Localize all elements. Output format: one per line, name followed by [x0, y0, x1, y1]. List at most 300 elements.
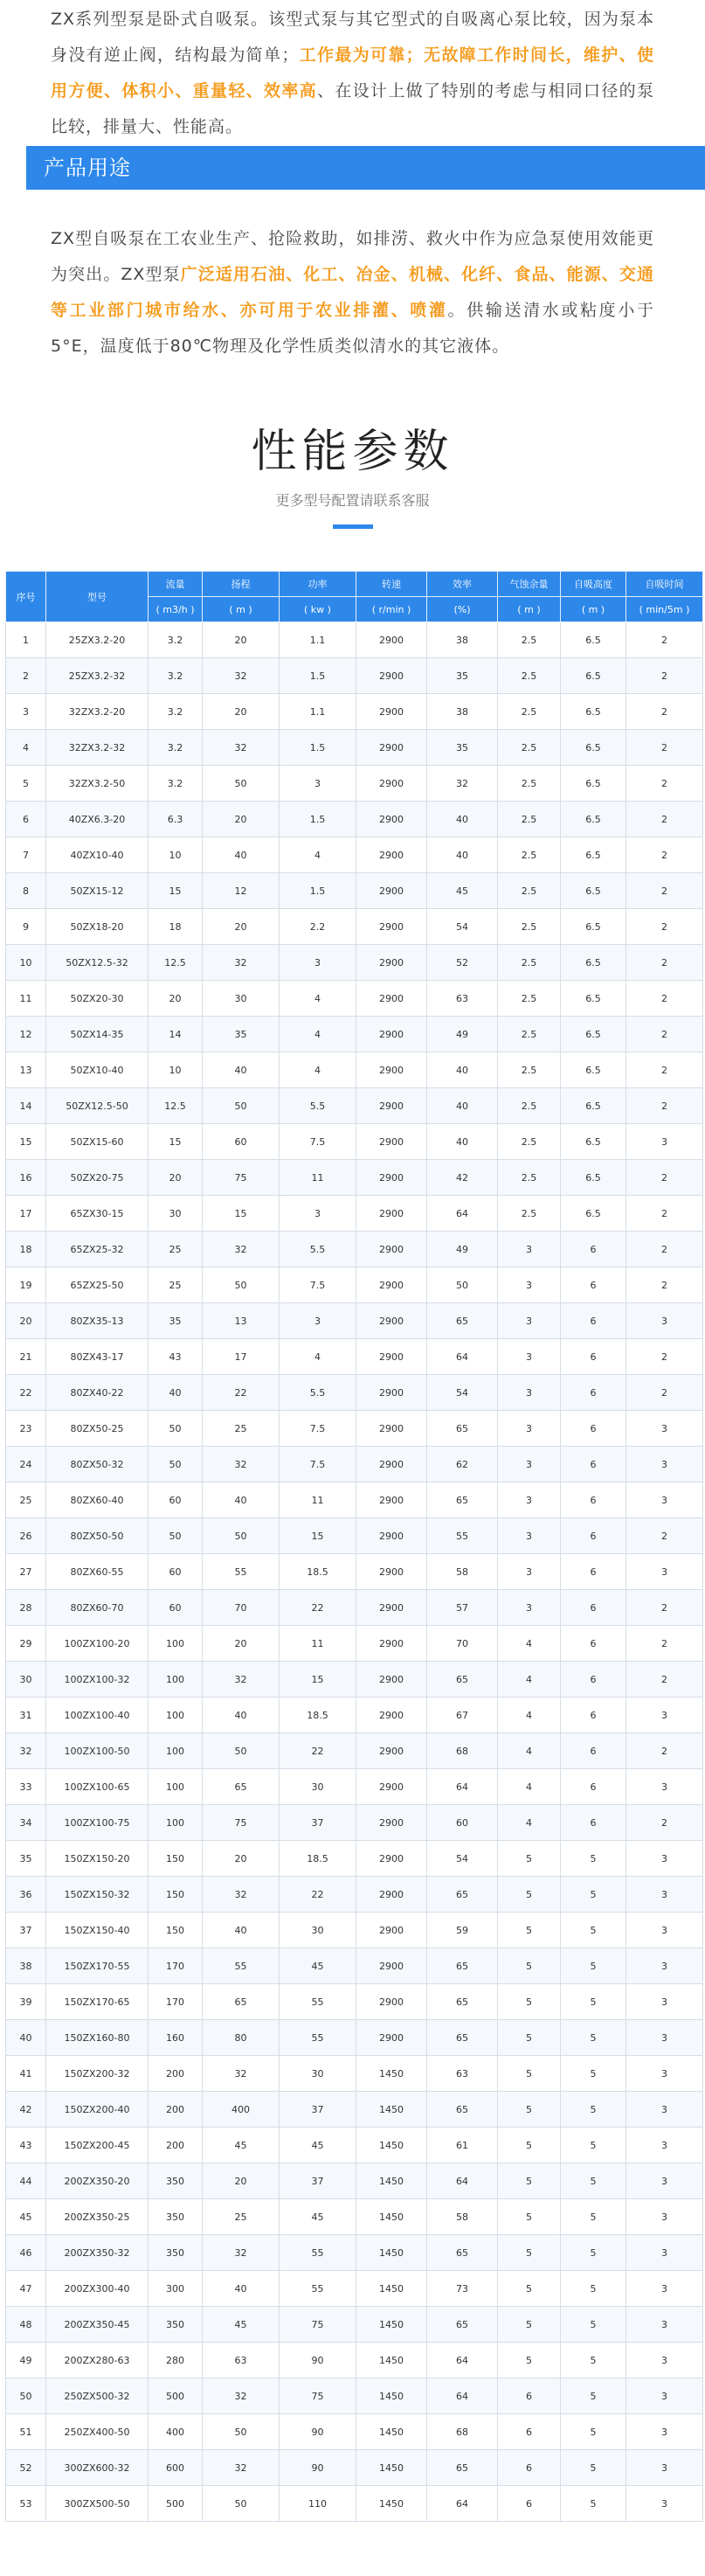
table-cell: 6.5	[561, 658, 626, 694]
table-row	[6, 1590, 703, 1626]
table-cell: 62	[427, 1447, 498, 1482]
table-cell: 34	[6, 1805, 46, 1841]
table-cell: 3	[626, 2414, 703, 2450]
table-cell: 3	[626, 2450, 703, 2486]
table-cell: 50	[149, 1447, 203, 1482]
table-cell: 18	[149, 909, 203, 945]
table-cell: 80ZX40-22	[46, 1375, 149, 1411]
table-row	[6, 2486, 703, 2522]
table-cell: 80ZX50-32	[46, 1447, 149, 1482]
table-cell: 6.5	[561, 909, 626, 945]
table-cell: 2900	[356, 1196, 427, 1232]
table-cell: 6	[561, 1411, 626, 1447]
table-cell: 3	[626, 2128, 703, 2163]
column-header: 扬程	[203, 572, 280, 597]
table-cell: 2900	[356, 1841, 427, 1877]
table-cell: 12.5	[149, 1088, 203, 1124]
table-cell: 1.5	[280, 873, 356, 909]
table-cell: 4	[280, 1017, 356, 1052]
table-row	[6, 1769, 703, 1805]
table-row	[6, 1948, 703, 1984]
table-cell: 2	[626, 1590, 703, 1626]
table-cell: 20	[203, 694, 280, 730]
table-cell: 3.2	[149, 658, 203, 694]
table-cell: 50	[6, 2378, 46, 2414]
table-cell: 2900	[356, 1769, 427, 1805]
table-cell: 2900	[356, 1805, 427, 1841]
table-cell: 64	[427, 2486, 498, 2522]
table-cell: 280	[149, 2343, 203, 2378]
table-cell: 3	[626, 2271, 703, 2307]
table-cell: 150	[149, 1913, 203, 1948]
table-cell: 3	[280, 1303, 356, 1339]
table-cell: 6	[6, 802, 46, 837]
table-cell: 12.5	[149, 945, 203, 981]
table-cell: 63	[427, 981, 498, 1017]
table-cell: 29	[6, 1626, 46, 1662]
table-cell: 4	[498, 1805, 561, 1841]
table-cell: 2	[626, 1160, 703, 1196]
table-cell: 300ZX500-50	[46, 2486, 149, 2522]
table-cell: 2900	[356, 909, 427, 945]
table-cell: 2	[626, 1232, 703, 1267]
table-cell: 80ZX50-50	[46, 1518, 149, 1554]
table-cell: 65	[427, 1877, 498, 1913]
table-cell: 200ZX350-45	[46, 2307, 149, 2343]
table-cell: 2900	[356, 945, 427, 981]
table-cell: 3	[498, 1482, 561, 1518]
table-cell: 50	[203, 1518, 280, 1554]
table-cell: 50	[203, 2414, 280, 2450]
table-row	[6, 1626, 703, 1662]
usage-paragraph	[0, 221, 705, 371]
table-cell: 3	[498, 1411, 561, 1447]
table-cell: 2.5	[498, 694, 561, 730]
table-cell: 4	[498, 1662, 561, 1698]
table-cell: 350	[149, 2163, 203, 2199]
column-unit: ( min/5m )	[626, 597, 703, 622]
table-cell: 1.5	[280, 730, 356, 766]
table-cell: 45	[280, 2128, 356, 2163]
table-cell: 100	[149, 1733, 203, 1769]
table-cell: 35	[149, 1303, 203, 1339]
table-cell: 80ZX35-13	[46, 1303, 149, 1339]
table-cell: 2	[626, 837, 703, 873]
table-row	[6, 1662, 703, 1698]
table-cell: 3	[626, 1913, 703, 1948]
table-cell: 6	[561, 1447, 626, 1482]
table-cell: 15	[6, 1124, 46, 1160]
table-cell: 6	[561, 1482, 626, 1518]
table-cell: 5.5	[280, 1232, 356, 1267]
table-cell: 15	[149, 873, 203, 909]
table-cell: 45	[280, 2199, 356, 2235]
table-cell: 2900	[356, 1124, 427, 1160]
table-cell: 2	[626, 873, 703, 909]
table-row	[6, 1088, 703, 1124]
table-cell: 2900	[356, 658, 427, 694]
table-cell: 500	[149, 2486, 203, 2522]
table-cell: 2	[6, 658, 46, 694]
table-cell: 68	[427, 1733, 498, 1769]
table-row	[6, 1052, 703, 1088]
table-cell: 3	[280, 766, 356, 802]
table-cell: 32	[203, 658, 280, 694]
table-cell: 6	[498, 2414, 561, 2450]
table-cell: 100	[149, 1626, 203, 1662]
table-cell: 52	[6, 2450, 46, 2486]
table-cell: 2	[626, 766, 703, 802]
table-cell: 2	[626, 1662, 703, 1698]
table-cell: 7.5	[280, 1267, 356, 1303]
table-cell: 75	[203, 1805, 280, 1841]
table-cell: 60	[149, 1590, 203, 1626]
table-cell: 150ZX160-80	[46, 2020, 149, 2056]
table-cell: 2.2	[280, 909, 356, 945]
column-header: 自吸高度	[561, 572, 626, 597]
table-cell: 5	[561, 1913, 626, 1948]
table-cell: 100	[149, 1662, 203, 1698]
table-cell: 59	[427, 1913, 498, 1948]
table-cell: 5	[498, 2020, 561, 2056]
table-cell: 2.5	[498, 1196, 561, 1232]
table-cell: 2900	[356, 1303, 427, 1339]
table-cell: 5	[6, 766, 46, 802]
table-cell: 3	[498, 1303, 561, 1339]
table-row	[6, 873, 703, 909]
table-cell: 1.1	[280, 622, 356, 658]
table-cell: 1450	[356, 2199, 427, 2235]
table-cell: 57	[427, 1590, 498, 1626]
table-cell: 100ZX100-75	[46, 1805, 149, 1841]
table-cell: 41	[6, 2056, 46, 2092]
table-cell: 80ZX50-25	[46, 1411, 149, 1447]
table-cell: 55	[280, 2235, 356, 2271]
table-cell: 33	[6, 1769, 46, 1805]
table-cell: 18.5	[280, 1554, 356, 1590]
table-cell: 7.5	[280, 1447, 356, 1482]
table-cell: 6	[561, 1518, 626, 1554]
table-cell: 5	[561, 2163, 626, 2199]
table-cell: 2	[626, 1733, 703, 1769]
table-cell: 25	[6, 1482, 46, 1518]
table-cell: 38	[427, 694, 498, 730]
table-cell: 4	[280, 1052, 356, 1088]
table-cell: 2900	[356, 1160, 427, 1196]
table-cell: 90	[280, 2450, 356, 2486]
table-cell: 6	[561, 1303, 626, 1339]
table-cell: 2.5	[498, 945, 561, 981]
table-cell: 2900	[356, 1447, 427, 1482]
table-cell: 200ZX300-40	[46, 2271, 149, 2307]
table-row	[6, 2020, 703, 2056]
table-cell: 65	[427, 1948, 498, 1984]
table-row	[6, 2450, 703, 2486]
table-cell: 15	[280, 1662, 356, 1698]
table-cell: 14	[6, 1088, 46, 1124]
table-cell: 6	[561, 1626, 626, 1662]
table-cell: 50	[203, 766, 280, 802]
table-cell: 65	[427, 2307, 498, 2343]
table-cell: 10	[149, 1052, 203, 1088]
table-cell: 1.5	[280, 658, 356, 694]
table-cell: 73	[427, 2271, 498, 2307]
table-cell: 43	[149, 1339, 203, 1375]
table-cell: 2	[626, 802, 703, 837]
table-cell: 10	[149, 837, 203, 873]
table-row	[6, 909, 703, 945]
table-cell: 43	[6, 2128, 46, 2163]
table-cell: 6.5	[561, 766, 626, 802]
table-cell: 32	[203, 730, 280, 766]
table-cell: 40	[427, 802, 498, 837]
table-cell: 2900	[356, 1877, 427, 1913]
table-row	[6, 2343, 703, 2378]
table-cell: 20	[203, 622, 280, 658]
table-cell: 3	[498, 1339, 561, 1375]
table-cell: 5	[561, 2271, 626, 2307]
table-cell: 2	[626, 1626, 703, 1662]
table-cell: 32	[203, 1447, 280, 1482]
table-cell: 31	[6, 1698, 46, 1733]
table-cell: 4	[498, 1626, 561, 1662]
table-row	[6, 2128, 703, 2163]
table-cell: 20	[149, 981, 203, 1017]
table-cell: 65	[427, 1984, 498, 2020]
table-row	[6, 1554, 703, 1590]
table-cell: 50ZX12.5-50	[46, 1088, 149, 1124]
table-cell: 67	[427, 1698, 498, 1733]
table-cell: 20	[6, 1303, 46, 1339]
table-cell: 3	[498, 1232, 561, 1267]
table-cell: 3	[626, 1447, 703, 1482]
table-cell: 150ZX200-45	[46, 2128, 149, 2163]
table-cell: 22	[203, 1375, 280, 1411]
table-cell: 50ZX15-60	[46, 1124, 149, 1160]
table-row	[6, 1518, 703, 1554]
table-cell: 4	[280, 1339, 356, 1375]
column-header: 气蚀余量	[498, 572, 561, 597]
table-cell: 5	[498, 2235, 561, 2271]
table-cell: 5	[561, 2307, 626, 2343]
table-cell: 5	[561, 2199, 626, 2235]
table-cell: 54	[427, 909, 498, 945]
column-header: 效率	[427, 572, 498, 597]
table-cell: 90	[280, 2414, 356, 2450]
table-cell: 28	[6, 1590, 46, 1626]
table-cell: 42	[427, 1160, 498, 1196]
table-cell: 6	[561, 1339, 626, 1375]
table-cell: 37	[280, 1805, 356, 1841]
table-cell: 50ZX14-35	[46, 1017, 149, 1052]
table-cell: 75	[203, 1160, 280, 1196]
table-cell: 17	[6, 1196, 46, 1232]
table-cell: 22	[280, 1590, 356, 1626]
table-cell: 32	[203, 2378, 280, 2414]
table-cell: 6	[561, 1590, 626, 1626]
table-cell: 5	[498, 2092, 561, 2128]
table-cell: 51	[6, 2414, 46, 2450]
table-cell: 150ZX200-32	[46, 2056, 149, 2092]
table-row	[6, 2271, 703, 2307]
table-cell: 4	[498, 1733, 561, 1769]
table-cell: 3	[626, 1411, 703, 1447]
table-cell: 1450	[356, 2271, 427, 2307]
table-cell: 55	[280, 2020, 356, 2056]
table-row	[6, 1303, 703, 1339]
table-cell: 3	[626, 1482, 703, 1518]
table-cell: 22	[280, 1877, 356, 1913]
table-cell: 2	[626, 694, 703, 730]
table-cell: 5	[561, 1841, 626, 1877]
table-cell: 40	[203, 2271, 280, 2307]
table-cell: 5	[561, 2056, 626, 2092]
table-cell: 50	[203, 1088, 280, 1124]
table-cell: 2	[626, 1052, 703, 1088]
table-cell: 80ZX43-17	[46, 1339, 149, 1375]
table-cell: 32	[203, 945, 280, 981]
table-cell: 20	[203, 2163, 280, 2199]
table-row	[6, 1841, 703, 1877]
table-cell: 6.3	[149, 802, 203, 837]
table-row	[6, 1411, 703, 1447]
table-cell: 3	[626, 1984, 703, 2020]
table-cell: 2900	[356, 622, 427, 658]
column-header: 序号	[6, 572, 46, 622]
table-cell: 5	[561, 1948, 626, 1984]
table-row	[6, 730, 703, 766]
table-cell: 32	[203, 2235, 280, 2271]
table-cell: 150ZX150-40	[46, 1913, 149, 1948]
table-cell: 6.5	[561, 1088, 626, 1124]
table-cell: 35	[6, 1841, 46, 1877]
table-cell: 5	[498, 1948, 561, 1984]
table-cell: 5	[498, 2307, 561, 2343]
table-cell: 2900	[356, 766, 427, 802]
table-cell: 65	[427, 1662, 498, 1698]
table-cell: 170	[149, 1984, 203, 2020]
table-cell: 2900	[356, 1948, 427, 1984]
table-cell: 60	[203, 1124, 280, 1160]
table-cell: 2.5	[498, 1017, 561, 1052]
table-cell: 5	[498, 2128, 561, 2163]
table-cell: 7.5	[280, 1124, 356, 1160]
table-cell: 30	[280, 2056, 356, 2092]
table-cell: 7.5	[280, 1411, 356, 1447]
table-cell: 400	[149, 2414, 203, 2450]
table-cell: 32ZX3.2-32	[46, 730, 149, 766]
table-cell: 40	[427, 837, 498, 873]
table-cell: 3	[626, 1554, 703, 1590]
table-cell: 5	[561, 1984, 626, 2020]
table-row	[6, 1913, 703, 1948]
table-cell: 3	[626, 1769, 703, 1805]
table-cell: 46	[6, 2235, 46, 2271]
table-cell: 23	[6, 1411, 46, 1447]
table-cell: 500	[149, 2378, 203, 2414]
table-cell: 27	[6, 1554, 46, 1590]
table-cell: 5	[498, 2199, 561, 2235]
performance-table	[5, 571, 703, 2522]
table-cell: 2.5	[498, 837, 561, 873]
table-cell: 3	[626, 2199, 703, 2235]
table-cell: 9	[6, 909, 46, 945]
title-underline	[333, 524, 373, 529]
table-cell: 2.5	[498, 873, 561, 909]
table-row	[6, 1160, 703, 1196]
column-unit: ( m )	[498, 597, 561, 622]
table-cell: 32	[427, 766, 498, 802]
table-row	[6, 1196, 703, 1232]
table-cell: 2900	[356, 1518, 427, 1554]
table-cell: 2900	[356, 2020, 427, 2056]
table-cell: 65ZX25-50	[46, 1267, 149, 1303]
table-cell: 2900	[356, 1913, 427, 1948]
table-cell: 6	[498, 2486, 561, 2522]
table-cell: 160	[149, 2020, 203, 2056]
table-cell: 32	[203, 1232, 280, 1267]
table-cell: 65	[427, 1411, 498, 1447]
table-row	[6, 694, 703, 730]
table-cell: 3	[626, 2235, 703, 2271]
highlight-text: 工作最为可靠；无故障工作时间长，维护、使用方便、体积小、重量轻、效率高	[51, 45, 654, 101]
table-cell: 6	[561, 1698, 626, 1733]
table-row	[6, 1017, 703, 1052]
table-cell: 5	[561, 2128, 626, 2163]
table-cell: 1450	[356, 2092, 427, 2128]
table-cell: 8	[6, 873, 46, 909]
table-cell: 1.5	[280, 802, 356, 837]
table-cell: 48	[6, 2307, 46, 2343]
table-cell: 2	[626, 1339, 703, 1375]
table-cell: 53	[6, 2486, 46, 2522]
table-cell: 100ZX100-65	[46, 1769, 149, 1805]
table-row	[6, 837, 703, 873]
table-cell: 6.5	[561, 1124, 626, 1160]
table-cell: 350	[149, 2307, 203, 2343]
table-cell: 2900	[356, 1411, 427, 1447]
table-row	[6, 1375, 703, 1411]
table-cell: 6.5	[561, 837, 626, 873]
table-cell: 3	[626, 2056, 703, 2092]
table-cell: 18.5	[280, 1698, 356, 1733]
table-cell: 2900	[356, 1088, 427, 1124]
table-cell: 11	[280, 1482, 356, 1518]
table-cell: 80ZX60-70	[46, 1590, 149, 1626]
table-cell: 50ZX10-40	[46, 1052, 149, 1088]
table-cell: 47	[6, 2271, 46, 2307]
table-cell: 70	[203, 1590, 280, 1626]
table-cell: 37	[280, 2092, 356, 2128]
table-cell: 3.2	[149, 694, 203, 730]
column-unit: ( r/min )	[356, 597, 427, 622]
table-cell: 63	[427, 2056, 498, 2092]
table-cell: 2900	[356, 694, 427, 730]
table-cell: 54	[427, 1841, 498, 1877]
table-cell: 150ZX170-55	[46, 1948, 149, 1984]
table-cell: 38	[427, 622, 498, 658]
table-cell: 3	[626, 1124, 703, 1160]
table-cell: 5	[498, 1841, 561, 1877]
table-cell: 49	[6, 2343, 46, 2378]
table-cell: 12	[203, 873, 280, 909]
table-cell: 12	[6, 1017, 46, 1052]
table-cell: 49	[427, 1232, 498, 1267]
table-cell: 42	[6, 2092, 46, 2128]
table-cell: 150ZX200-40	[46, 2092, 149, 2128]
table-cell: 24	[6, 1447, 46, 1482]
table-cell: 25	[149, 1267, 203, 1303]
